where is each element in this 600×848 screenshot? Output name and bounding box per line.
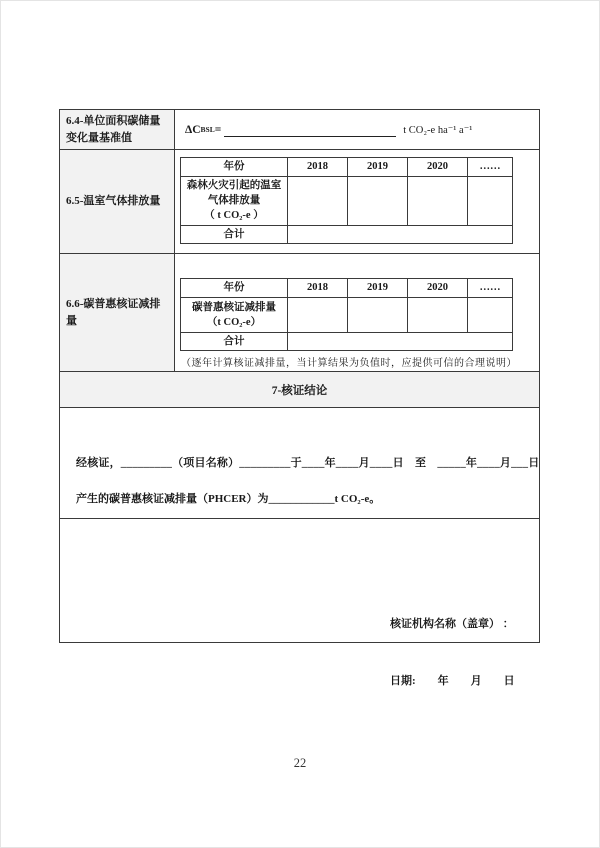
conclusion-row (60, 408, 539, 519)
total-label: 合计 (181, 225, 288, 243)
ghg-emissions-cell (175, 150, 539, 253)
fire-emissions-text: 森林火灾引起的温室气体排放量 (186, 180, 282, 207)
phcer-row-text: 碳普惠核证减排量 (192, 301, 276, 313)
section-7-header: 7-核证结论 (60, 372, 539, 408)
table-header-row (181, 158, 513, 177)
phcer-table (180, 278, 513, 351)
table-header-row (181, 279, 513, 298)
table-total-row (181, 333, 513, 351)
page-number: 22 (293, 756, 307, 770)
conclusion-line-1: 经核证，_________（项目名称）_________于____年____月____日 至 _____年____月___日 (76, 457, 540, 469)
formula-blank-line (224, 123, 396, 137)
header-2020: 2020 (408, 158, 468, 177)
table-data-row (181, 177, 513, 226)
phcer-note: （逐年计算核证减排量，当计算结果为负值时，应提供可信的合理说明） (181, 358, 517, 370)
table-empty-cell (468, 177, 513, 226)
signature-block (390, 591, 539, 712)
agency-name-label: 核证机构名称（盖章） ： (390, 618, 514, 630)
verification-form-table (59, 109, 540, 687)
header-more-years: …… (468, 158, 513, 177)
header-2018: 2018 (288, 279, 348, 298)
fire-emissions-label (181, 177, 288, 226)
header-more-years: …… (468, 279, 513, 298)
header-2019: 2019 (348, 279, 408, 298)
header-year: 年份 (181, 158, 288, 177)
fire-emissions-unit: （ t CO₂-e ） (204, 210, 264, 222)
label-6-4: 6.4-单位面积碳储量变化量基准值 (60, 110, 175, 149)
signature-cell (60, 519, 539, 687)
phcer-row-unit: （t CO₂-e） (206, 317, 262, 328)
ghg-emissions-table (180, 157, 513, 244)
total-value-cell (288, 333, 513, 351)
table-empty-cell (348, 298, 408, 333)
formula-unit: t CO₂-e ha⁻¹ a⁻¹ (403, 124, 473, 136)
label-6-6: 6.6-碳普惠核证减排量 (60, 254, 175, 371)
formula-variable: ΔC (185, 123, 201, 136)
phcer-cell (175, 254, 539, 371)
row-6-4 (60, 110, 539, 150)
row-6-5 (60, 150, 539, 254)
formula-subscript: BSL (200, 125, 215, 134)
total-label: 合计 (181, 333, 288, 351)
row-6-6 (60, 254, 539, 372)
phcer-row-label (181, 298, 288, 333)
date-label: 日期: 年 月 日 (390, 675, 515, 687)
conclusion-cell (60, 408, 539, 518)
signature-row (60, 519, 539, 687)
table-data-row (181, 298, 513, 333)
label-6-5: 6.5-温室气体排放量 (60, 150, 175, 253)
table-total-row (181, 225, 513, 243)
header-2018: 2018 (288, 158, 348, 177)
baseline-formula-cell (175, 110, 539, 149)
header-year: 年份 (181, 279, 288, 298)
total-value-cell (288, 225, 513, 243)
table-empty-cell (408, 177, 468, 226)
formula-equals: = (214, 123, 222, 136)
conclusion-line-2: 产生的碳普惠核证减排量（PHCER）为____________t CO₂-e。 (76, 493, 381, 505)
table-empty-cell (348, 177, 408, 226)
header-2020: 2020 (408, 279, 468, 298)
table-empty-cell (408, 298, 468, 333)
table-empty-cell (468, 298, 513, 333)
table-empty-cell (288, 177, 348, 226)
header-2019: 2019 (348, 158, 408, 177)
table-empty-cell (288, 298, 348, 333)
